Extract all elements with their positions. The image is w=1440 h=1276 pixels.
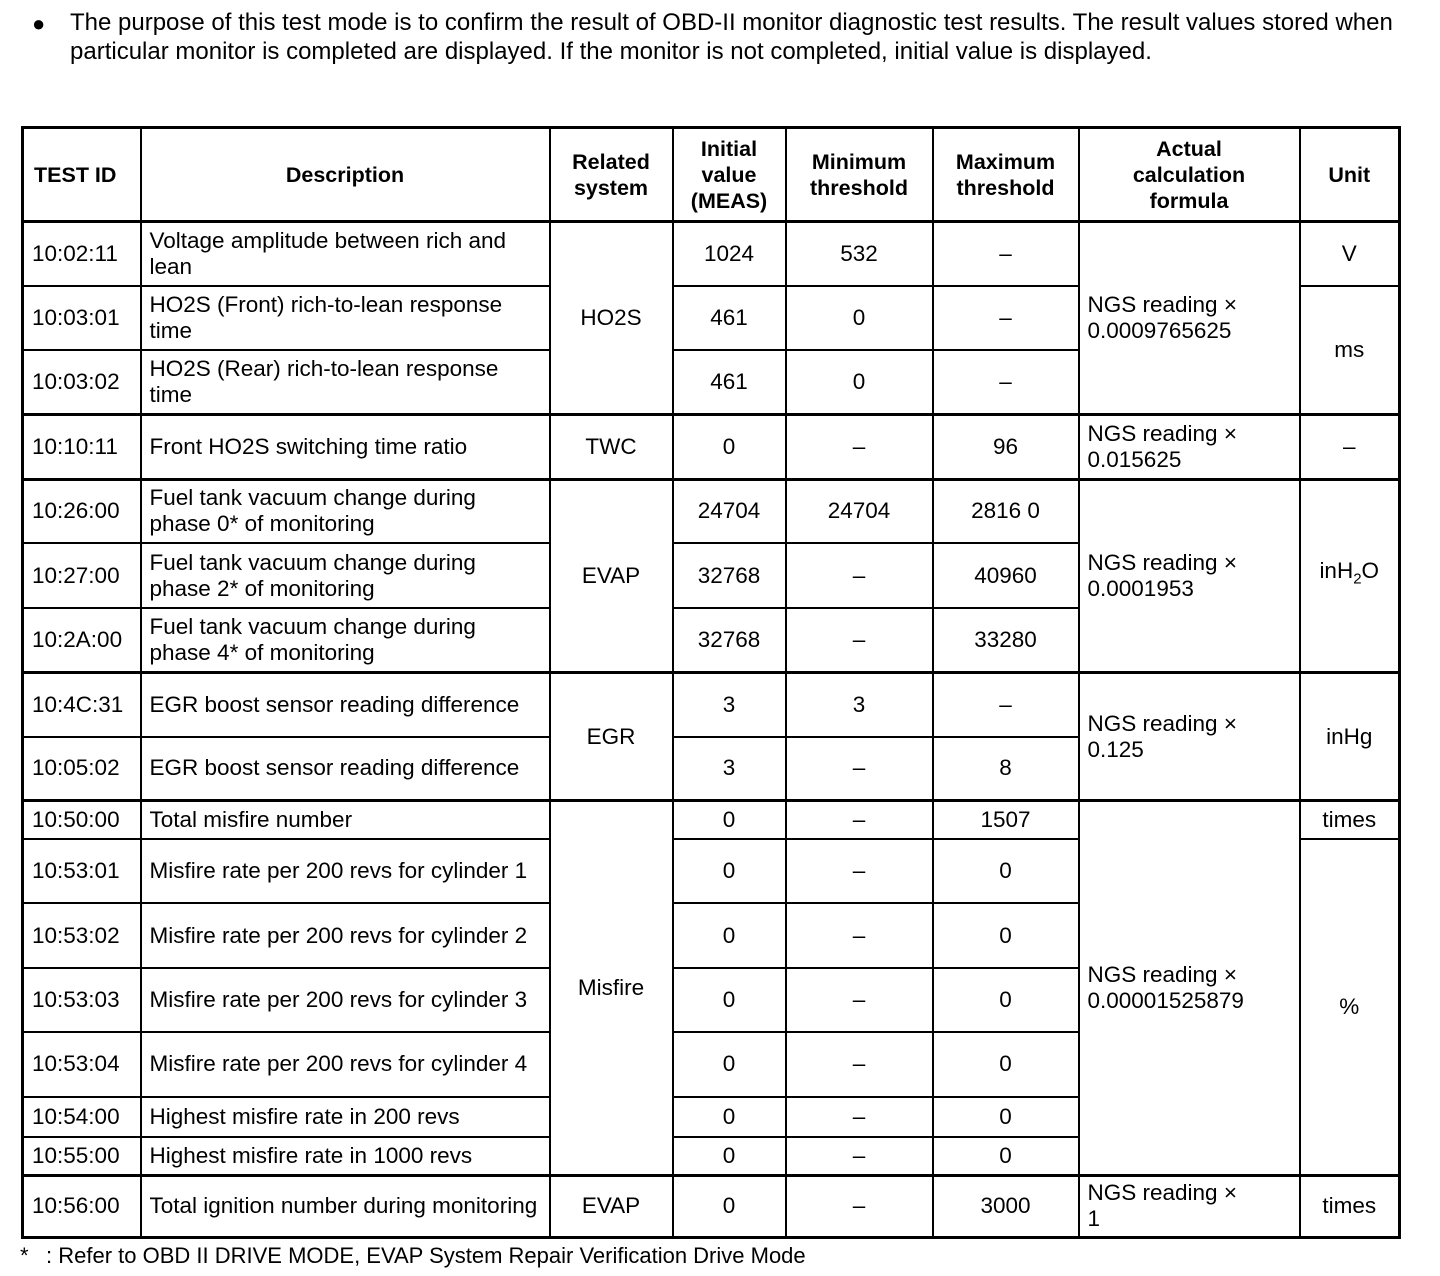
max-threshold-cell: 2816 0 [933,479,1079,543]
unit-cell-percent: % [1300,839,1400,1175]
description-cell: HO2S (Front) rich-to-lean response time [141,286,550,350]
table-header-row [23,128,1400,222]
unit-cell-v: V [1300,222,1400,286]
test-id-cell: 10:2A:00 [23,608,141,672]
test-id-cell: 10:53:03 [23,968,141,1032]
max-threshold-cell: – [933,286,1079,350]
min-threshold-cell: – [786,1175,933,1237]
max-threshold-cell: 0 [933,1097,1079,1137]
table-row [23,479,1400,543]
footnote-text: : Refer to OBD II DRIVE MODE, EVAP System Repair Verification Drive Mode [46,1243,806,1268]
test-id-cell: 10:27:00 [23,543,141,607]
max-threshold-cell: – [933,222,1079,286]
system-cell-egr: EGR [550,672,673,801]
header-initial-value: Initial value (MEAS) [673,128,786,222]
max-threshold-cell: 0 [933,968,1079,1032]
description-cell: Fuel tank vacuum change during phase 2* of monitoring [141,543,550,607]
min-threshold-cell: 0 [786,286,933,350]
min-threshold-cell: – [786,608,933,672]
initial-value-cell: 3 [673,672,786,736]
table-row [23,801,1400,839]
description-cell: Misfire rate per 200 revs for cylinder 2 [141,903,550,967]
formula-cell-twc: NGS reading × 0.015625 [1079,415,1300,479]
formula-cell-misfire: NGS reading × 0.00001525879 [1079,801,1300,1175]
initial-value-cell: 24704 [673,479,786,543]
unit-cell-times-ignition: times [1300,1175,1400,1237]
test-id-cell: 10:05:02 [23,737,141,801]
unit-cell-ms: ms [1300,286,1400,415]
bullet-icon: ● [32,11,46,36]
header-description: Description [141,128,550,222]
max-threshold-cell: 0 [933,1032,1079,1096]
test-id-cell: 10:53:01 [23,839,141,903]
initial-value-cell: 0 [673,968,786,1032]
initial-value-cell: 0 [673,1137,786,1175]
min-threshold-cell: 532 [786,222,933,286]
test-id-cell: 10:26:00 [23,479,141,543]
test-id-cell: 10:54:00 [23,1097,141,1137]
max-threshold-cell: 0 [933,1137,1079,1175]
description-cell: Voltage amplitude between rich and lean [141,222,550,286]
min-threshold-cell: – [786,839,933,903]
description-cell: Total ignition number during monitoring [141,1175,550,1237]
min-threshold-cell: – [786,543,933,607]
test-id-cell: 10:03:01 [23,286,141,350]
min-threshold-cell: – [786,903,933,967]
test-id-cell: 10:53:04 [23,1032,141,1096]
system-cell-evap-ignition: EVAP [550,1175,673,1237]
test-id-cell: 10:53:02 [23,903,141,967]
formula-cell-ho2s: NGS reading × 0.0009765625 [1079,222,1300,415]
min-threshold-cell: 3 [786,672,933,736]
initial-value-cell: 0 [673,1032,786,1096]
footnote-marker: * [20,1243,29,1268]
test-id-cell: 10:02:11 [23,222,141,286]
unit-cell-inh2o: inH$_2$O [1300,479,1400,672]
intro-paragraph [32,8,1402,66]
max-threshold-cell: 1507 [933,801,1079,839]
system-cell-twc: TWC [550,415,673,479]
description-cell: Highest misfire rate in 1000 revs [141,1137,550,1175]
description-cell: Front HO2S switching time ratio [141,415,550,479]
header-unit: Unit [1300,128,1400,222]
initial-value-cell: 0 [673,1097,786,1137]
formula-cell-evap: NGS reading × 0.0001953 [1079,479,1300,672]
intro-text: The purpose of this test mode is to confirm the result of OBD-II monitor diagnostic test results. The result values stored when particular monitor is completed are displayed. If the monitor is not completed, initial value is displayed. [70,9,1393,65]
description-cell: Highest misfire rate in 200 revs [141,1097,550,1137]
description-cell: EGR boost sensor reading difference [141,672,550,736]
test-id-cell: 10:4C:31 [23,672,141,736]
test-id-cell: 10:10:11 [23,415,141,479]
unit-cell-times: times [1300,801,1400,839]
description-cell: Misfire rate per 200 revs for cylinder 3 [141,968,550,1032]
test-id-cell: 10:55:00 [23,1137,141,1175]
max-threshold-cell: 40960 [933,543,1079,607]
initial-value-cell: 32768 [673,543,786,607]
system-cell-misfire: Misfire [550,801,673,1175]
max-threshold-cell: 33280 [933,608,1079,672]
system-cell-ho2s: HO2S [550,222,673,415]
min-threshold-cell: – [786,737,933,801]
description-cell: EGR boost sensor reading difference [141,737,550,801]
max-threshold-cell: 3000 [933,1175,1079,1237]
header-test-id: TEST ID [23,128,141,222]
initial-value-cell: 0 [673,903,786,967]
unit-cell-inhg: inHg [1300,672,1400,801]
description-cell: Misfire rate per 200 revs for cylinder 1 [141,839,550,903]
initial-value-cell: 461 [673,286,786,350]
formula-cell-egr: NGS reading × 0.125 [1079,672,1300,801]
min-threshold-cell: – [786,1097,933,1137]
test-id-cell: 10:03:02 [23,350,141,414]
min-threshold-cell: 24704 [786,479,933,543]
max-threshold-cell: 96 [933,415,1079,479]
description-cell: Fuel tank vacuum change during phase 4* of monitoring [141,608,550,672]
header-formula: Actual calculation formula [1079,128,1300,222]
max-threshold-cell: 8 [933,737,1079,801]
initial-value-cell: 0 [673,801,786,839]
initial-value-cell: 32768 [673,608,786,672]
description-cell: Fuel tank vacuum change during phase 0* of monitoring [141,479,550,543]
test-id-cell: 10:56:00 [23,1175,141,1237]
initial-value-cell: 1024 [673,222,786,286]
initial-value-cell: 0 [673,839,786,903]
min-threshold-cell: – [786,415,933,479]
table-row [23,672,1400,736]
system-cell-evap: EVAP [550,479,673,672]
initial-value-cell: 3 [673,737,786,801]
max-threshold-cell: – [933,350,1079,414]
test-id-cell: 10:50:00 [23,801,141,839]
initial-value-cell: 461 [673,350,786,414]
table-row [23,1175,1400,1237]
min-threshold-cell: – [786,1032,933,1096]
description-cell: HO2S (Rear) rich-to-lean response time [141,350,550,414]
obd-test-results-table [21,126,1401,1239]
table-row [23,222,1400,286]
header-maximum-threshold: Maximum threshold [933,128,1079,222]
max-threshold-cell: 0 [933,903,1079,967]
min-threshold-cell: – [786,1137,933,1175]
min-threshold-cell: 0 [786,350,933,414]
header-related-system: Related system [550,128,673,222]
initial-value-cell: 0 [673,1175,786,1237]
description-cell: Total misfire number [141,801,550,839]
footnote [20,1243,806,1269]
description-cell: Misfire rate per 200 revs for cylinder 4 [141,1032,550,1096]
min-threshold-cell: – [786,968,933,1032]
unit-cell-twc: – [1300,415,1400,479]
max-threshold-cell: 0 [933,839,1079,903]
header-minimum-threshold: Minimum threshold [786,128,933,222]
initial-value-cell: 0 [673,415,786,479]
min-threshold-cell: – [786,801,933,839]
table-row [23,415,1400,479]
max-threshold-cell: – [933,672,1079,736]
formula-cell-ignition: NGS reading × 1 [1079,1175,1300,1237]
